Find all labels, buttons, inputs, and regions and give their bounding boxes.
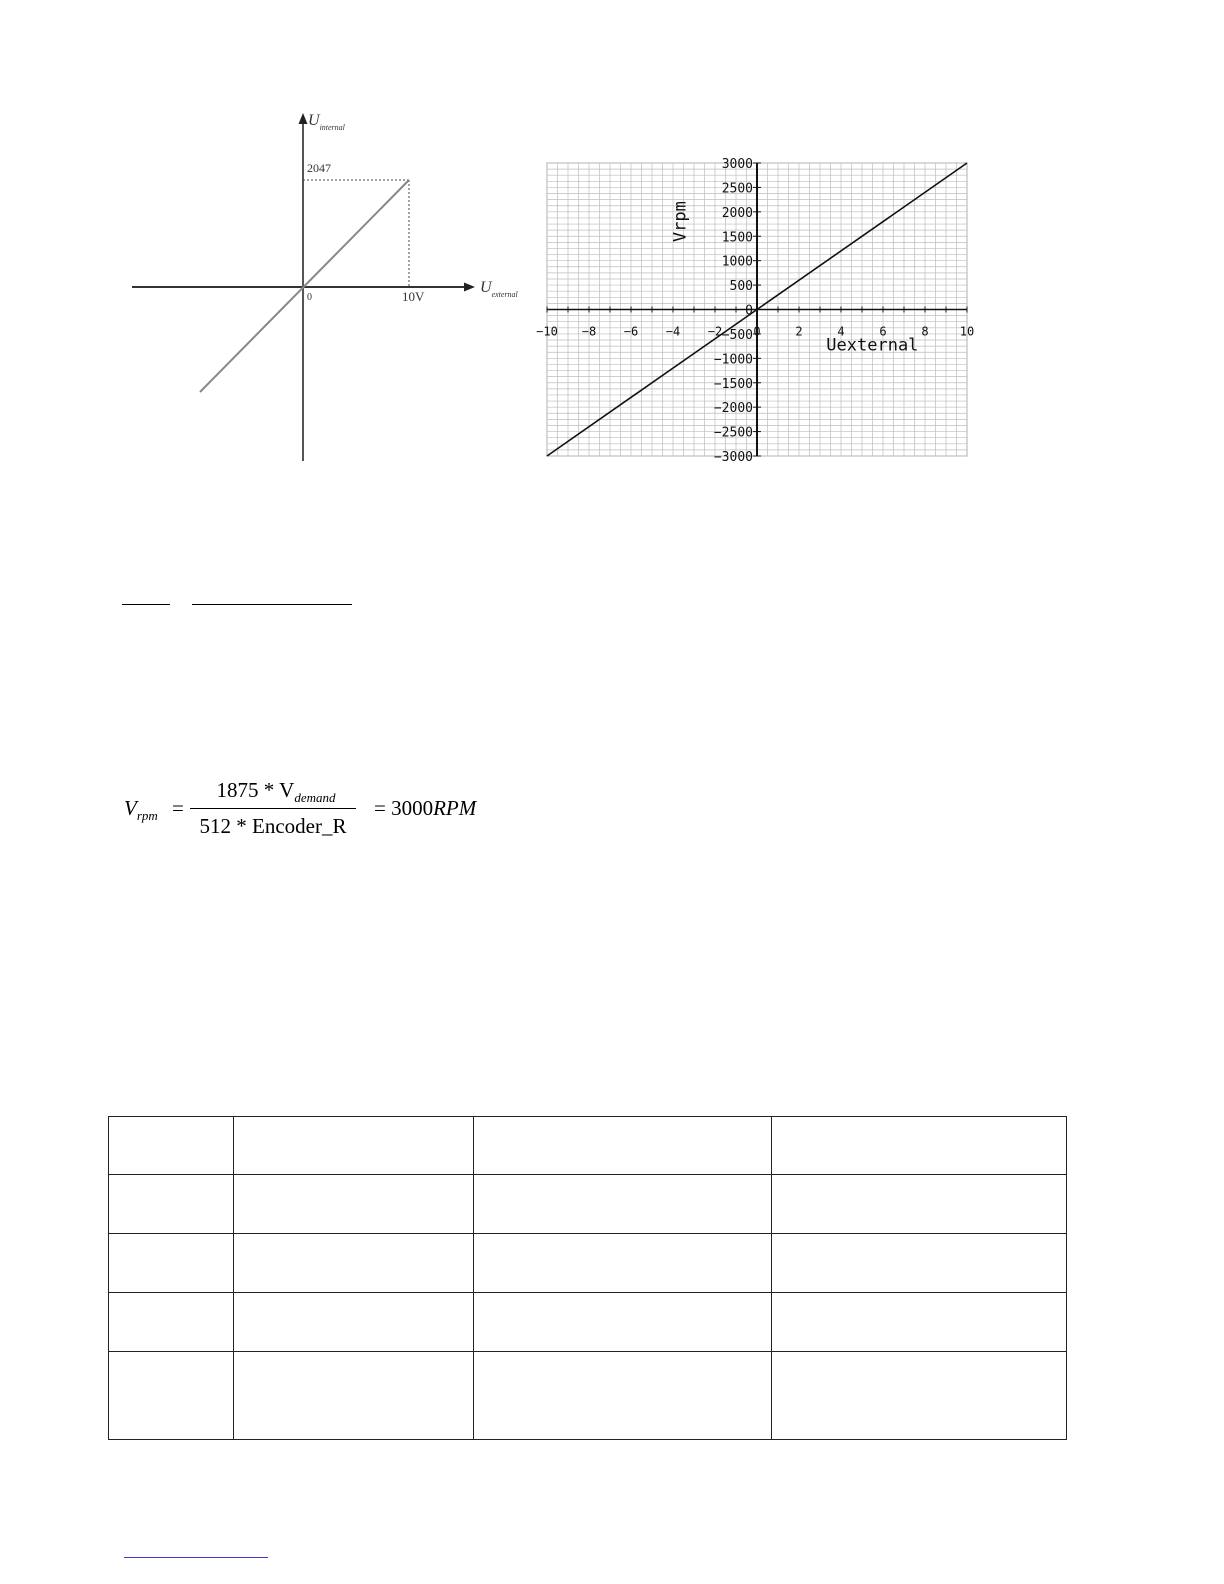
table-row — [109, 1293, 1067, 1352]
x-axis-arrow — [464, 283, 475, 292]
table-row — [109, 1234, 1067, 1293]
x-tick-label: −8 — [581, 324, 597, 339]
table-cell — [234, 1234, 474, 1293]
y-tick-label: −1000 — [713, 352, 753, 368]
x-tick-label: 6 — [879, 324, 887, 339]
y-tick-label: −2000 — [713, 401, 753, 417]
table-cell — [772, 1352, 1067, 1440]
table-cell — [109, 1175, 234, 1234]
origin-label: 0 — [307, 292, 312, 303]
table-cell — [234, 1293, 474, 1352]
x-tick-label: −4 — [665, 324, 681, 339]
right-value-label: 10V — [402, 289, 425, 304]
table-cell — [772, 1293, 1067, 1352]
table-cell — [772, 1234, 1067, 1293]
x-tick-label: 4 — [837, 324, 845, 339]
table-cell — [772, 1175, 1067, 1234]
blank-line-long — [192, 604, 352, 605]
table-cell — [109, 1352, 234, 1440]
blank-line-short — [122, 604, 170, 605]
table-cell — [474, 1117, 772, 1175]
table-cell — [772, 1117, 1067, 1175]
x-tick-label: −2 — [707, 324, 723, 339]
table-cell — [234, 1117, 474, 1175]
equation-denominator: 512 * Encoder_R — [199, 814, 347, 838]
equation-numerator: $1875 * V_{demand}$ — [216, 778, 336, 806]
x-tick-label: 2 — [795, 324, 803, 339]
y-tick-label: 500 — [729, 279, 753, 295]
table-cell — [109, 1117, 234, 1175]
y-axis-arrow — [299, 113, 308, 124]
y-axis-label: $U_{internal}$ — [308, 112, 345, 132]
footnote-link-underline[interactable] — [124, 1557, 268, 1558]
y-tick-label: −500 — [721, 327, 753, 343]
x-tick-label: 0 — [753, 324, 761, 339]
x-tick-label: −6 — [623, 324, 639, 339]
voltage-mapping-diagram — [120, 105, 540, 470]
y-tick-label: −3000 — [713, 450, 753, 465]
x-tick-label: 8 — [921, 324, 929, 339]
equation-equals: = — [172, 796, 184, 820]
table-row — [109, 1352, 1067, 1440]
y-tick-label: 0 — [745, 303, 753, 319]
table-cell — [474, 1293, 772, 1352]
table-cell — [474, 1352, 772, 1440]
table-cell — [234, 1175, 474, 1234]
empty-table — [108, 1116, 1067, 1440]
y-tick-label: 1500 — [721, 230, 753, 246]
table-cell — [109, 1293, 234, 1352]
table-cell — [474, 1175, 772, 1234]
y-tick-label: 1000 — [721, 254, 753, 270]
x-tick-label: 10 — [959, 324, 975, 339]
x-tick-label: −10 — [536, 324, 558, 339]
y-tick-label: −1500 — [713, 376, 753, 392]
y-tick-label: 2500 — [721, 181, 753, 197]
y-axis-title: Vrpm — [670, 201, 691, 243]
top-value-label: 2047 — [307, 161, 331, 175]
y-tick-label: 3000 — [721, 157, 753, 172]
y-tick-label: −2500 — [713, 425, 753, 441]
table-row — [109, 1175, 1067, 1234]
table-row — [109, 1117, 1067, 1175]
rpm-equation — [124, 776, 504, 846]
x-axis-title: Uexternal — [826, 335, 919, 356]
table-cell — [474, 1234, 772, 1293]
table-cell — [234, 1352, 474, 1440]
x-axis-label: $U_{external}$ — [480, 279, 518, 299]
fraction-bar — [190, 808, 356, 809]
y-tick-label: 2000 — [721, 205, 753, 221]
rpm-chart — [530, 150, 990, 470]
table-cell — [109, 1234, 234, 1293]
equation-result: = 3000RPM — [374, 796, 477, 820]
equation-lhs: $V_{rpm}$ — [124, 796, 158, 824]
